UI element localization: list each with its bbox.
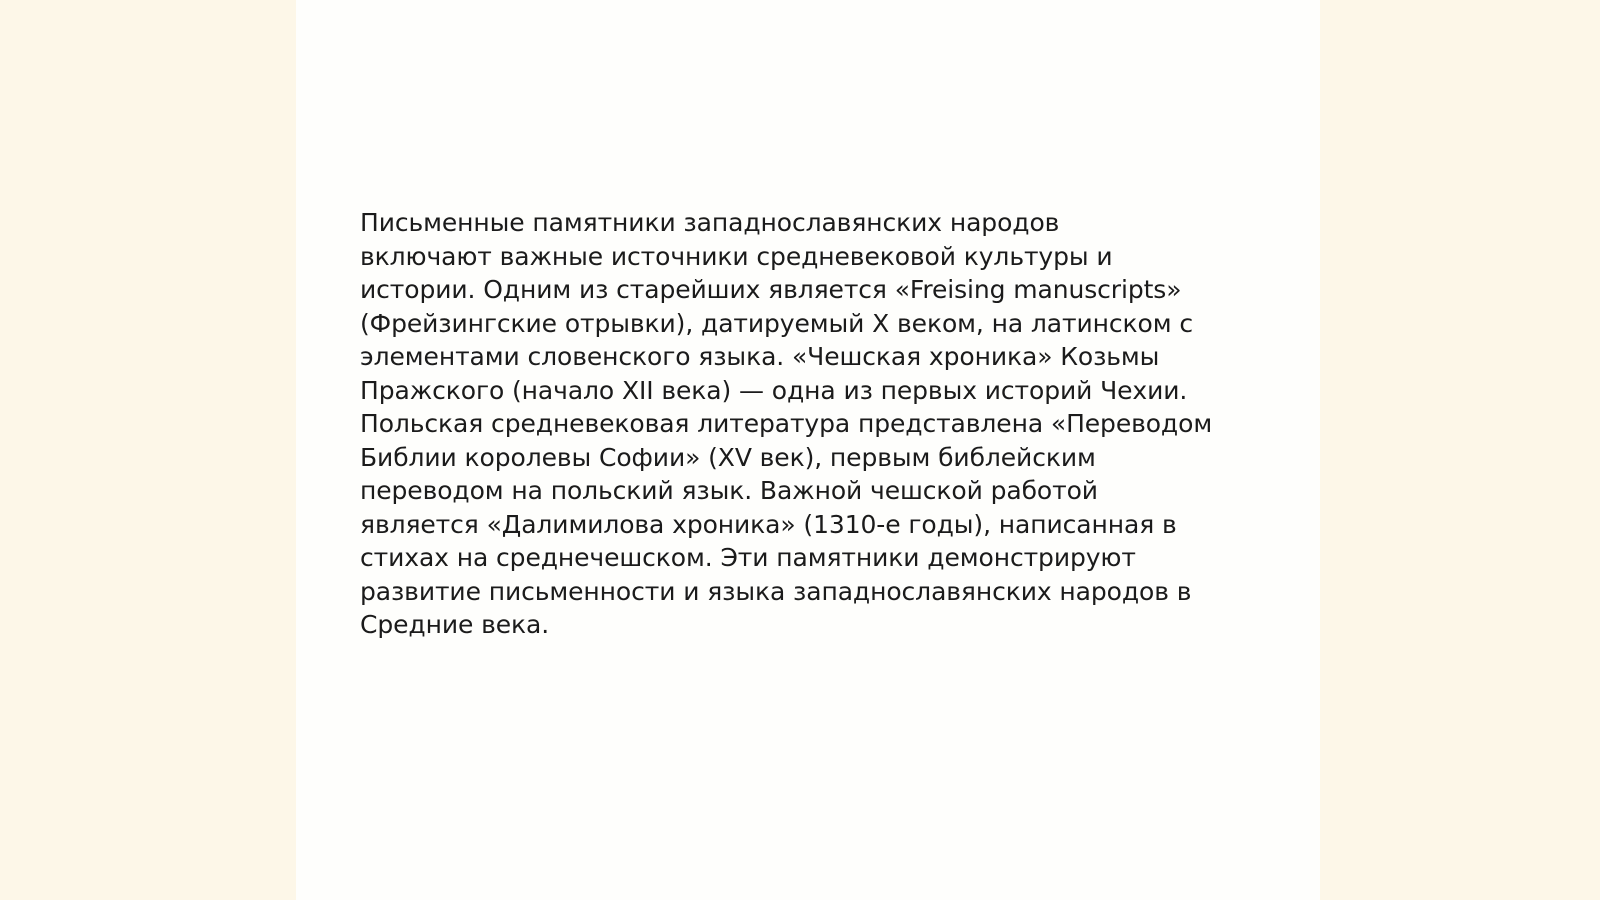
paragraph-line: развитие письменности и языка западнославянских народов в [360,576,1192,606]
paragraph-line: Письменные памятники западнославянских народов [360,208,1060,237]
paragraph-line: включают важные источники средневековой культуры и [360,241,1113,271]
paragraph-line: элементами словенского языка. «Чешская хроника» Козьмы [360,342,1160,371]
paragraph-line: Средние века. [360,610,550,639]
paragraph-line: Библии королевы Софии» (XV век), первым библейским [360,442,1096,472]
paragraph-line: переводом на польский язык. Важной чешской работой [360,476,1098,505]
paragraph-line: стихах на среднечешском. Эти памятники демонстрируют [360,543,1136,572]
paragraph-line: Пражского (начало XII века) — одна из первых историй Чехии. [360,375,1188,405]
paragraph-line: истории. Одним из старейших является «Freising manuscripts» [360,275,1182,304]
paragraph-line: является «Далимилова хроника» (1310-е годы), написанная в [360,509,1177,539]
slide [296,0,1320,900]
paragraph-line: (Фрейзингские отрывки), датируемый X веком, на латинском с [360,308,1193,338]
paragraph-line: Польская средневековая литература представлена «Переводом [360,409,1213,438]
body-paragraph [360,206,1250,642]
